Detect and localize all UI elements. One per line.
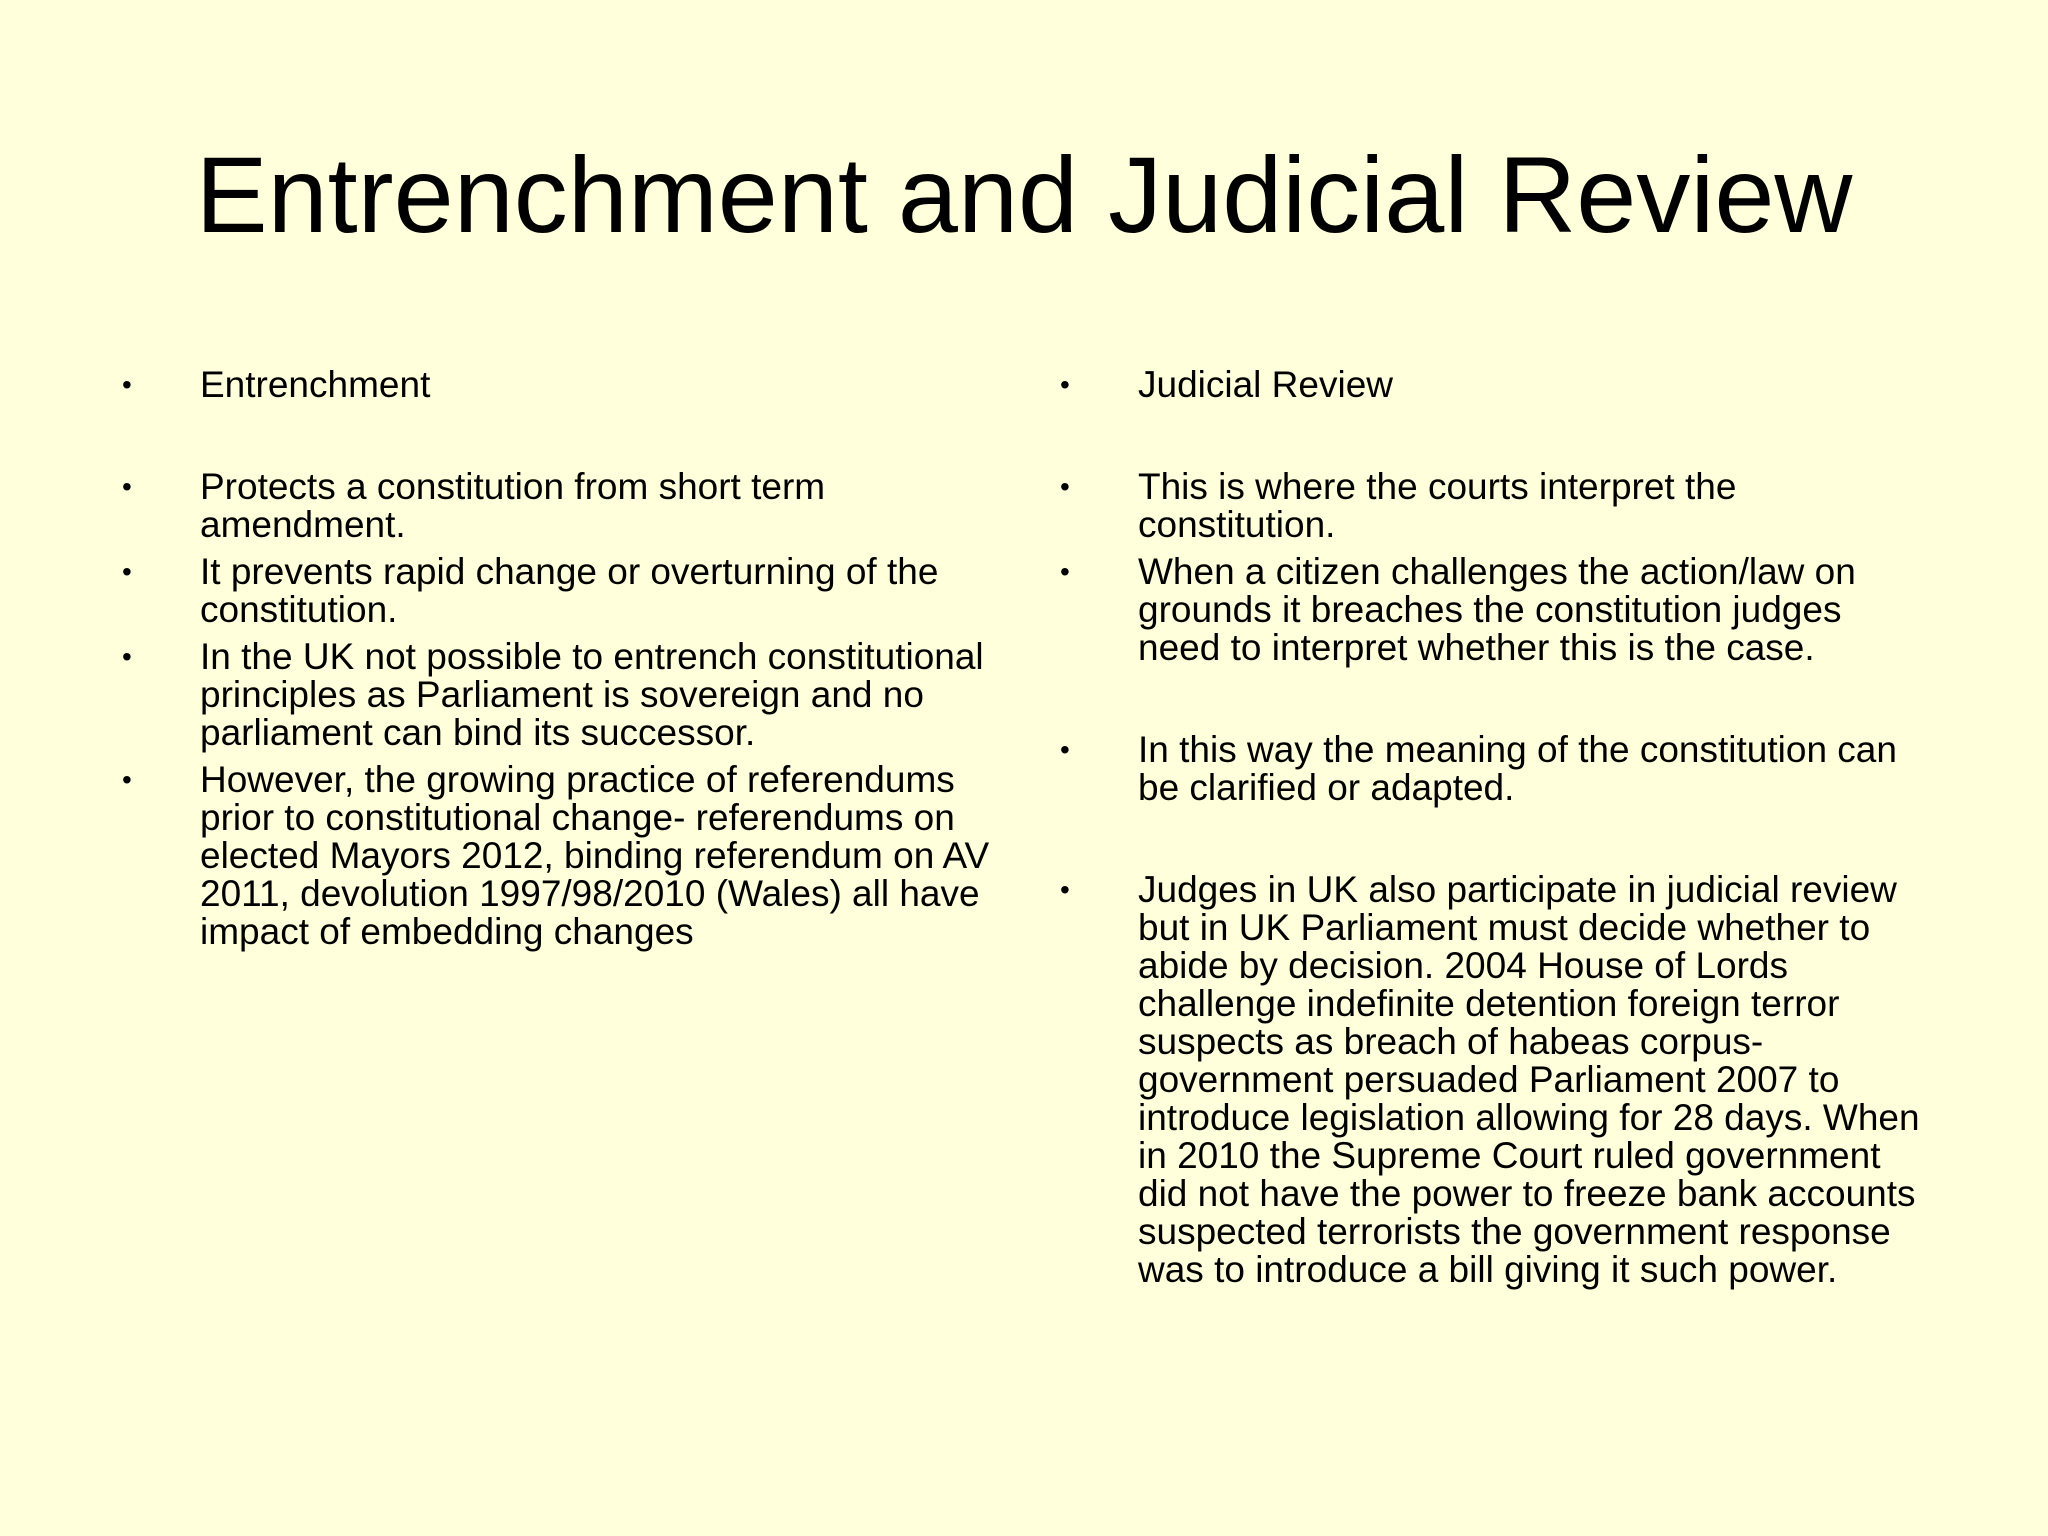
bullet-text: When a citizen challenges the action/law on grounds it breaches the constitution judges need to interpret whether this is the case. [1138,551,1856,668]
bullet-icon: • [122,556,132,587]
right-bullet-item [1060,731,1930,807]
bullet-icon: • [1060,734,1070,765]
bullet-icon: • [122,471,132,502]
left-bullet-item [122,553,992,629]
left-bullet-item [122,468,992,544]
bullet-icon: • [1060,471,1070,502]
bullet-text: However, the growing practice of referendums prior to constitutional change- referendums on elected Mayors 2012, binding referendum on AV 2011, devolution 1997/98/2010 (Wales) all have impact of embedding changes [200,759,990,952]
bullet-text: Judges in UK also participate in judicial review but in UK Parliament must decide whether to abide by decision. 2004 House of Lords challenge indefinite detention foreign terror suspects as breach of habeas corpus- government persuaded Parliament 2007 to introduce legislation allowing for 28 days. When in 2010 the Supreme Court ruled government did not have the power to freeze bank accounts suspected terrorists the government response was to introduce a bill giving it such power. [1138,869,1920,1290]
right-bullet-heading [1060,366,1930,404]
bullet-icon: • [122,641,132,672]
bullet-text: Judicial Review [1138,364,1393,405]
right-bullet-item [1060,553,1930,667]
right-bullet-item [1060,871,1930,1289]
bullet-icon: • [1060,369,1070,400]
bullet-text: In the UK not possible to entrench constitutional principles as Parliament is sovereign and no parliament can bind its successor. [200,636,984,753]
left-bullet-item [122,761,992,951]
left-bullet-heading [122,366,992,404]
bullet-text: Entrenchment [200,364,431,405]
left-bullet-item [122,638,992,752]
bullet-icon: • [1060,556,1070,587]
left-column-list [122,366,992,951]
right-bullet-item [1060,468,1930,544]
bullet-icon: • [122,369,132,400]
bullet-text: Protects a constitution from short term amendment. [200,466,826,545]
bullet-icon: • [1060,874,1070,905]
right-column-list [1060,366,1930,1289]
bullet-text: This is where the courts interpret the constitution. [1138,466,1737,545]
bullet-text: In this way the meaning of the constitution can be clarified or adapted. [1138,729,1897,808]
slide-title: Entrenchment and Judicial Review [195,134,1853,255]
bullet-text: It prevents rapid change or overturning of the constitution. [200,551,939,630]
bullet-icon: • [122,764,132,795]
